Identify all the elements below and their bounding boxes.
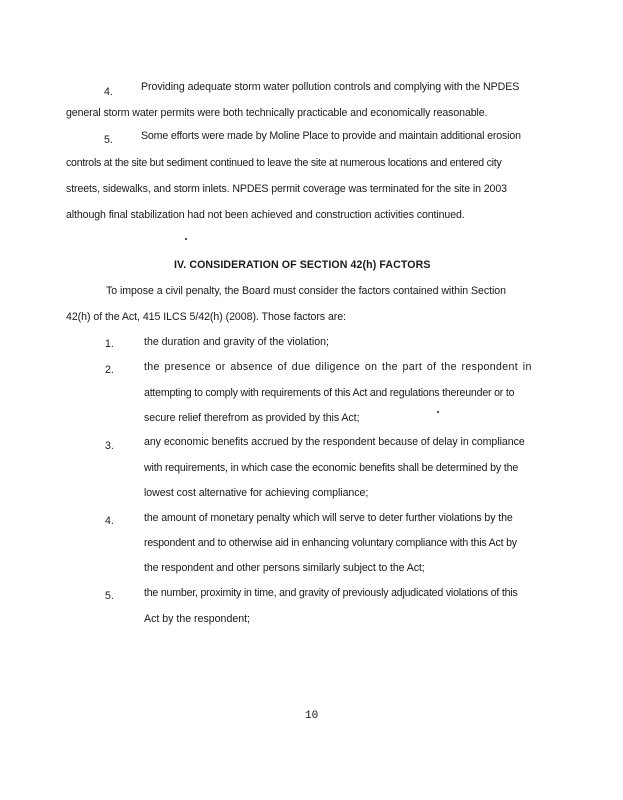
factor-5-line-2: Act by the respondent; (144, 613, 251, 625)
factor-1-number: 1. (105, 338, 114, 350)
factor-4-line-2: respondent and to otherwise aid in enhancing voluntary compliance with this Act by (144, 537, 517, 549)
factor-5-line-1: the number, proximity in time, and gravity of previously adjudicated violations of this (144, 587, 518, 599)
factor-3-line-1: any economic benefits accrued by the respondent because of delay in compliance (144, 436, 525, 448)
factor-4-number: 4. (105, 515, 114, 527)
finding-4-line-2: general storm water permits were both technically practicable and economically reasonable. (66, 107, 488, 119)
factor-4-line-1: the amount of monetary penalty which will serve to deter further violations by the (144, 512, 513, 524)
finding-5-line-3: streets, sidewalks, and storm inlets. NPDES permit coverage was terminated for the site in 2003 (66, 183, 507, 195)
finding-5-line-4: although final stabilization had not been achieved and construction activities continued. (66, 209, 465, 221)
factor-3-number: 3. (105, 440, 114, 452)
factor-2-line-3: secure relief therefrom as provided by this Act; (144, 412, 360, 424)
finding-4-number: 4. (104, 86, 113, 98)
finding-5-line-2: controls at the site but sediment continued to leave the site at numerous locations and entered city (66, 157, 502, 169)
section-intro-line-2: 42(h) of the Act, 415 ILCS 5/42(h) (2008). Those factors are: (66, 311, 346, 323)
finding-5-number: 5. (104, 134, 113, 146)
factor-4-line-3: the respondent and other persons similarly subject to the Act; (144, 562, 425, 574)
page-number: 10 (305, 710, 319, 722)
section-heading: IV. CONSIDERATION OF SECTION 42(h) FACTORS (174, 259, 431, 271)
scan-speck (185, 238, 187, 240)
factor-2-number: 2. (105, 364, 114, 376)
finding-5-line-1: Some efforts were made by Moline Place to provide and maintain additional erosion (141, 130, 521, 142)
section-intro-line-1: To impose a civil penalty, the Board must consider the factors contained within Section (106, 285, 506, 297)
factor-2-line-2: attempting to comply with requirements of this Act and regulations thereunder or to (144, 387, 515, 399)
factor-3-line-2: with requirements, in which case the economic benefits shall be determined by the (144, 462, 519, 474)
factor-1-line-1: the duration and gravity of the violation; (144, 336, 329, 348)
factor-2-line-1: the presence or absence of due diligence on the part of the respondent in (144, 361, 532, 373)
finding-4-line-1: Providing adequate storm water pollution controls and complying with the NPDES (141, 81, 520, 93)
factor-5-number: 5. (105, 590, 114, 602)
factor-3-line-3: lowest cost alternative for achieving compliance; (144, 487, 369, 499)
scan-speck-2 (437, 411, 439, 413)
